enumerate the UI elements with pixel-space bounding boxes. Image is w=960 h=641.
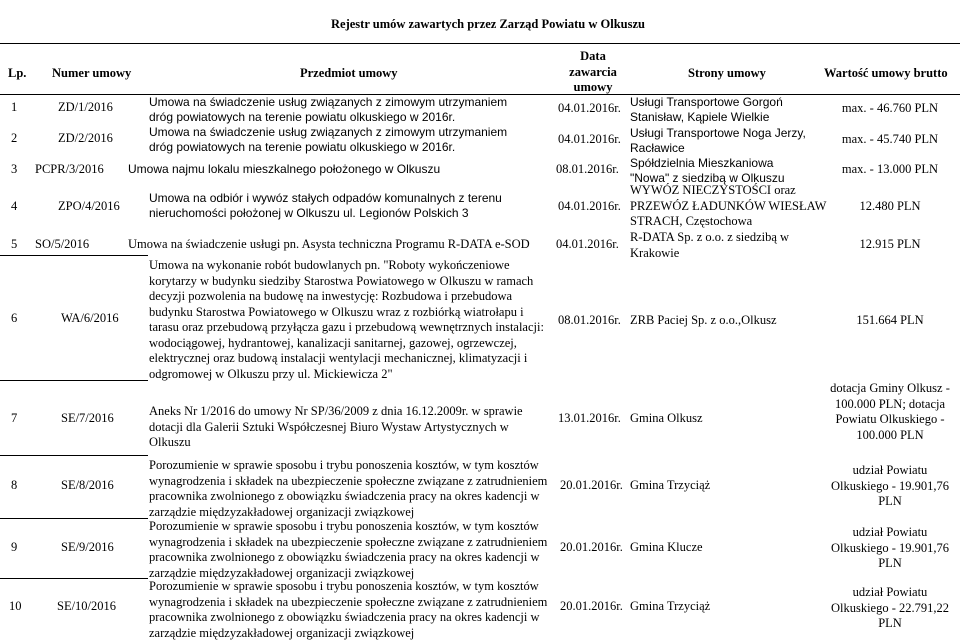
row10-numer: SE/10/2016: [57, 599, 117, 613]
row8-lp: 8: [11, 478, 18, 492]
row1-przedmiot: Umowa na świadczenie usług związanych z zimowym utrzymaniem dróg powiatowych na terenie powiatu olkuskiego w 2016r.: [149, 95, 508, 124]
header-strony: Strony umowy: [688, 66, 766, 80]
row9-data: 20.01.2016r.: [560, 540, 623, 554]
row9-numer: SE/9/2016: [61, 540, 114, 554]
row3-wartosc: max. - 13.000 PLN: [841, 162, 939, 176]
row5-strony: R-DATA Sp. z o.o. z siedzibą w Krakowie: [630, 230, 790, 260]
row4-strony: WYWÓZ NIECZYSTOŚCI oraz PRZEWÓZ ŁADUNKÓW WIESŁAW STRACH, Częstochowa: [630, 183, 827, 228]
row4-lp: 4: [11, 199, 18, 213]
row6-lp: 6: [11, 311, 18, 325]
row7-data: 13.01.2016r.: [558, 411, 621, 425]
row7-wartosc: dotacja Gminy Olkusz - 100.000 PLN; dotacja Powiatu Olkuskiego - 100.000 PLN: [830, 381, 950, 442]
row3-strony: Spółdzielnia Mieszkaniowa "Nowa" z siedzibą w Olkuszu: [630, 156, 785, 185]
row2-przedmiot: Umowa na świadczenie usług związanych z zimowym utrzymaniem dróg powiatowych na terenie powiatu olkuskiego w 2016r.: [149, 125, 508, 154]
row2-strony: Usługi Transportowe Noga Jerzy, Racławice: [630, 126, 806, 155]
row8-numer: SE/8/2016: [61, 478, 114, 492]
page-title: Rejestr umów zawartych przez Zarząd Powiatu w Olkuszu: [331, 17, 645, 31]
row3-numer: PCPR/3/2016: [35, 162, 104, 176]
row7-strony: Gmina Olkusz: [630, 411, 703, 425]
row4-wartosc: 12.480 PLN: [859, 199, 921, 213]
row3-przedmiot: Umowa najmu lokalu mieszkalnego położonego w Olkuszu: [128, 162, 441, 176]
row5-bottom-rule: [0, 255, 148, 256]
row8-wartosc: udział Powiatu Olkuskiego - 19.901,76 PLN: [830, 463, 950, 508]
row3-data: 08.01.2016r.: [556, 162, 619, 176]
row10-strony: Gmina Trzyciąż: [630, 599, 711, 613]
row10-lp: 10: [9, 599, 22, 613]
row9-przedmiot: Porozumienie w sprawie sposobu i trybu ponoszenia kosztów, w tym kosztów wynagrodzenia i składek na ubezpieczenie społeczne związane z zatrudnieniem pracownika zwolnionego z obowiązku świadczenia pracy na okres kadencji w zarządzie międzyzakładowej organizacji związkowej: [149, 519, 548, 580]
row8-bottom-rule: [0, 518, 148, 519]
row7-numer: SE/7/2016: [61, 411, 114, 425]
row9-bottom-rule: [0, 578, 148, 579]
row7-lp: 7: [11, 411, 18, 425]
row5-lp: 5: [11, 237, 18, 251]
row6-przedmiot: Umowa na wykonanie robót budowlanych pn. "Roboty wykończeniowe korytarzy w budynku siedziby Starostwa Powiatowego w Olkuszu w ramach decyzji pozwolenia na budowę na inwestycję: Rozbudowa i przebudowa budynku Starostwa Powiatowego w Olkuszu wraz z rozbiórką wiatrołapu i tarasu oraz przebudową przyłącza gazu i przebudową wewnętrznych instalacji: wodociągowej, hydrantowej, kanalizacji sanitarnej, gazowej, ogrzewczej, elektrycznej oraz budową instalacji wentylacji mechanicznej, klimatyzacji i odgromowej w Olkuszu przy ul. Mickiewicza 2": [149, 258, 544, 381]
row6-strony: ZRB Paciej Sp. z o.o.,Olkusz: [630, 313, 777, 327]
row4-data: 04.01.2016r.: [558, 199, 621, 213]
header-numer: Numer umowy: [52, 66, 132, 80]
row10-wartosc: udział Powiatu Olkuskiego - 22.791,22 PLN: [830, 585, 950, 630]
row1-data: 04.01.2016r.: [558, 101, 621, 115]
row5-data: 04.01.2016r.: [556, 237, 619, 251]
row9-wartosc: udział Powiatu Olkuskiego - 19.901,76 PLN: [830, 525, 950, 570]
row10-przedmiot: Porozumienie w sprawie sposobu i trybu ponoszenia kosztów, w tym kosztów wynagrodzenia i składek na ubezpieczenie społeczne związane z zatrudnieniem pracownika zwolnionego z obowiązku świadczenia pracy na okres kadencji w zarządzie międzyzakładowej organizacji związkowej: [149, 579, 548, 640]
row4-przedmiot: Umowa na odbiór i wywóz stałych odpadów komunalnych z terenu nieruchomości położonej w Olkuszu ul. Legionów Polskich 3: [149, 191, 502, 220]
row5-przedmiot: Umowa na świadczenie usługi pn. Asysta techniczna Programu R-DATA e-SOD: [128, 237, 530, 251]
row1-numer: ZD/1/2016: [58, 100, 113, 114]
row10-data: 20.01.2016r.: [560, 599, 623, 613]
row1-wartosc: max. - 46.760 PLN: [841, 101, 939, 115]
row1-lp: 1: [11, 100, 18, 114]
row2-wartosc: max. - 45.740 PLN: [841, 132, 939, 146]
row8-strony: Gmina Trzyciąż: [630, 478, 711, 492]
row6-wartosc: 151.664 PLN: [856, 313, 924, 327]
row5-numer: SO/5/2016: [35, 237, 90, 251]
row6-bottom-rule: [0, 380, 148, 381]
row7-przedmiot: Aneks Nr 1/2016 do umowy Nr SP/36/2009 z dnia 16.12.2009r. w sprawie dotacji dla Galerii Sztuki Współczesnej Biuro Wystaw Artystycznych w Olkuszu: [149, 404, 523, 449]
row2-lp: 2: [11, 131, 18, 145]
header-data: Data zawarcia umowy: [569, 49, 617, 94]
row5-wartosc: 12.915 PLN: [859, 237, 921, 251]
row9-lp: 9: [11, 540, 18, 554]
row1-strony: Usługi Transportowe Gorgoń Stanisław, Kąpiele Wielkie: [630, 95, 783, 124]
row6-data: 08.01.2016r.: [558, 313, 621, 327]
header-przedmiot: Przedmiot umowy: [300, 66, 398, 80]
row6-numer: WA/6/2016: [61, 311, 119, 325]
row8-przedmiot: Porozumienie w sprawie sposobu i trybu ponoszenia kosztów, w tym kosztów wynagrodzenia i składek na ubezpieczenie społeczne związane z zatrudnieniem pracownika zwolnionego z obowiązku świadczenia pracy na okres kadencji w zarządzie międzyzakładowej organizacji związkowej: [149, 458, 548, 519]
header-lp: Lp.: [8, 66, 27, 80]
row4-numer: ZPO/4/2016: [58, 199, 120, 213]
row8-data: 20.01.2016r.: [560, 478, 623, 492]
row3-lp: 3: [11, 162, 18, 176]
row9-strony: Gmina Klucze: [630, 540, 703, 554]
header-wartosc: Wartość umowy brutto: [824, 66, 948, 80]
row2-data: 04.01.2016r.: [558, 132, 621, 146]
row2-numer: ZD/2/2016: [58, 131, 113, 145]
header-top-rule: [0, 43, 960, 44]
row7-bottom-rule: [0, 455, 148, 456]
